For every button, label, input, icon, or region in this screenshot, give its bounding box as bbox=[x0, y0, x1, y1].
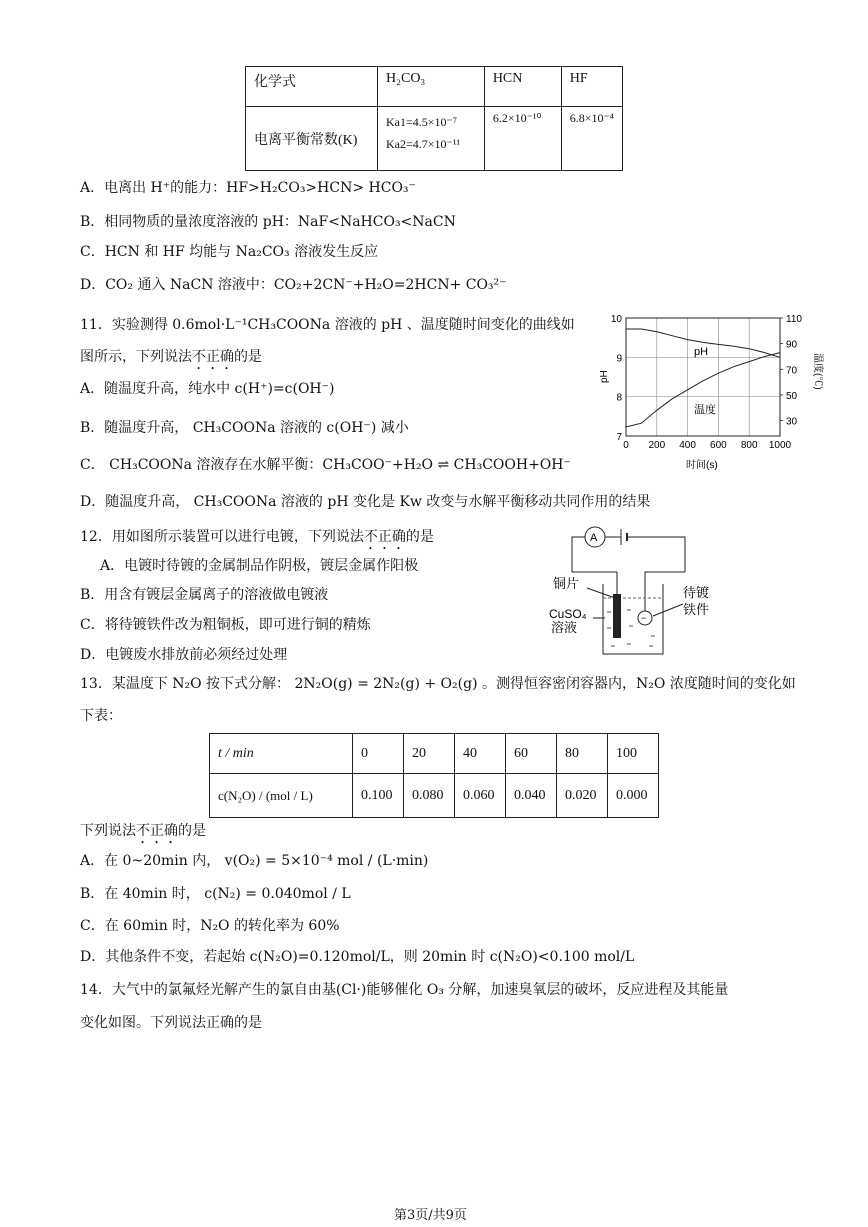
q12-stem-post: 的是 bbox=[405, 529, 434, 545]
x-tick-label: 0 bbox=[623, 440, 629, 451]
time-cell: 0 bbox=[353, 734, 404, 774]
q11-option-b: B．随温度升高， CH₃COONa 溶液的 c(OH⁻) 减小 bbox=[80, 420, 409, 436]
y-left-tick-label: 9 bbox=[616, 353, 622, 365]
q11-option-a: A．随温度升高，纯水中 c(H⁺)=c(OH⁻) bbox=[80, 381, 335, 397]
x-tick-label: 200 bbox=[648, 440, 666, 451]
q12-stem-pre: 12．用如图所示装置可以进行电镀，下列说法 bbox=[80, 529, 364, 545]
y-right-tick-label: 30 bbox=[786, 416, 798, 428]
chart-grid bbox=[626, 318, 780, 436]
q11-emphasis: 不正确 bbox=[192, 349, 234, 365]
q13-option-d: D．其他条件不变，若起始 c(N₂O)=0.120mol/L，则 20min 时 c(N₂O)<0.100 mol/L bbox=[80, 949, 635, 965]
q13-question-pre: 下列说法 bbox=[80, 823, 136, 839]
label-cuso4: CuSO₄ bbox=[549, 607, 587, 621]
electroplating-apparatus bbox=[545, 522, 725, 667]
iron-piece-mark: − bbox=[641, 613, 647, 623]
q10-option-a: A．电离出 H⁺的能力：HF>H₂CO₃>HCN> HCO₃⁻ bbox=[80, 180, 416, 196]
label-iron-piece: 铁件 bbox=[683, 602, 710, 617]
q10-option-c: C．HCN 和 HF 均能与 Na₂CO₃ 溶液发生反应 bbox=[80, 244, 379, 260]
y-left-tick-label: 10 bbox=[610, 314, 622, 325]
wire-top-left bbox=[572, 537, 585, 572]
x-tick-label: 400 bbox=[679, 440, 696, 451]
q11-stem-pre: 图所示，下列说法 bbox=[80, 349, 192, 365]
n2o-concentration-table bbox=[209, 733, 659, 818]
ionization-constant-table bbox=[245, 66, 623, 171]
time-cell: 20 bbox=[404, 734, 455, 774]
q11-stem-post: 的是 bbox=[234, 349, 262, 365]
y-right-tick-label: 90 bbox=[786, 339, 798, 351]
y-right-tick-label: 50 bbox=[786, 390, 798, 402]
q14-stem-line2: 变化如图。下列说法正确的是 bbox=[80, 1015, 262, 1031]
y-axis-right-label: 温度(℃) bbox=[812, 353, 823, 390]
y-left-tick-label: 8 bbox=[616, 392, 622, 404]
chart-ticks bbox=[611, 314, 803, 451]
q13-option-c: C．在 60min 时，N₂O 的转化率为 60% bbox=[80, 918, 340, 934]
q10-option-b: B．相同物质的量浓度溶液的 pH：NaF<NaHCO₃<NaCN bbox=[80, 214, 456, 230]
label-solution: 溶液 bbox=[551, 620, 578, 635]
q12-option-a: A．电镀时待镀的金属制品作阴极，镀层金属作阳极 bbox=[100, 558, 419, 574]
h2co3-ka2: Ka2=4.7×10⁻¹¹ bbox=[385, 137, 461, 151]
q13-stem-line2: 下表： bbox=[80, 708, 122, 724]
q12-option-b: B．用含有镀层金属离子的溶液做电镀液 bbox=[80, 587, 329, 603]
time-cell: 40 bbox=[455, 734, 506, 774]
q12-option-c: C．将待镀铁件改为粗铜板，即可进行铜的精炼 bbox=[80, 617, 371, 633]
conc-cell: 0.080 bbox=[404, 774, 455, 818]
table-header-h2co3: H₂CO₃ bbox=[377, 67, 484, 107]
q11-stem-line2 bbox=[80, 347, 262, 373]
q14-stem-line1: 14．大气中的氯氟烃光解产生的氯自由基(Cl·)能够催化 O₃ 分解，加速臭氧层的破坏，反应进程及其能量 bbox=[80, 982, 729, 998]
conc-cell: 0.020 bbox=[557, 774, 608, 818]
q13-stem-line1: 13．某温度下 N₂O 按下式分解： 2N₂O(g) = 2N₂(g) + O₂(g) 。测得恒容密闭容器内，N₂O 浓度随时间的变化如 bbox=[80, 676, 796, 692]
q11-option-c: C． CH₃COONa 溶液存在水解平衡：CH₃COO⁻+H₂O ⇌ CH₃COOH+OH⁻ bbox=[80, 457, 571, 473]
table-header-formula: 化学式 bbox=[246, 67, 378, 107]
q12-emphasis: 不正确 bbox=[363, 529, 406, 545]
conc-cell: 0.040 bbox=[506, 774, 557, 818]
table-header-hf: HF bbox=[561, 67, 622, 107]
table-header-time: t / min bbox=[210, 734, 353, 774]
table-header-hcn: HCN bbox=[484, 67, 561, 107]
q13-option-a: A．在 0~20min 内， v(O₂) = 5×10⁻⁴ mol / (L·min) bbox=[80, 853, 429, 869]
x-tick-label: 600 bbox=[710, 440, 727, 451]
y-right-tick-label: 110 bbox=[786, 314, 802, 325]
series-label-temperature: 温度 bbox=[694, 404, 716, 416]
page-number: 第3页/共9页 bbox=[394, 1208, 467, 1223]
y-right-tick-label: 70 bbox=[786, 365, 798, 377]
q13-question bbox=[80, 821, 206, 847]
q10-option-d: D．CO₂ 通入 NaCN 溶液中：CO₂+2CN⁻+H₂O=2HCN+ CO₃²⁻ bbox=[80, 277, 507, 293]
hcn-constant: 6.2×10⁻¹⁰ bbox=[484, 107, 561, 171]
time-cell: 60 bbox=[506, 734, 557, 774]
label-to-be-plated: 待镀 bbox=[683, 585, 710, 600]
q12-stem bbox=[80, 527, 434, 553]
series-label-ph: pH bbox=[694, 346, 709, 358]
q13-question-post: 的是 bbox=[178, 823, 206, 839]
conc-cell: 0.100 bbox=[353, 774, 404, 818]
q11-option-d: D．随温度升高， CH₃COONa 溶液的 pH 变化是 Kw 改变与水解平衡移动共同作用的结果 bbox=[80, 494, 651, 510]
x-axis-label: 时间(s) bbox=[686, 460, 718, 471]
x-tick-label: 1000 bbox=[768, 440, 792, 451]
time-cell: 80 bbox=[557, 734, 608, 774]
conc-cell: 0.000 bbox=[608, 774, 659, 818]
copper-leader bbox=[587, 588, 615, 598]
q12-option-d: D．电镀废水排放前必须经过处理 bbox=[80, 647, 288, 663]
q13-emphasis: 不正确 bbox=[136, 823, 178, 839]
q13-option-b: B．在 40min 时， c(N₂) = 0.040mol / L bbox=[80, 886, 351, 902]
x-tick-label: 800 bbox=[740, 440, 758, 451]
h2co3-constants bbox=[377, 107, 484, 171]
ammeter-label: A bbox=[590, 532, 598, 544]
beaker bbox=[603, 584, 663, 654]
q11-stem-line1: 11．实验测得 0.6mol·L⁻¹CH₃COONa 溶液的 pH 、温度随时间变化的曲线如 bbox=[80, 317, 575, 333]
table-row-concentration-label: c(N₂O) / (mol / L) bbox=[210, 774, 353, 818]
iron-leader bbox=[653, 604, 683, 616]
table-row-label: 电离平衡常数(K) bbox=[246, 107, 378, 171]
copper-plate bbox=[613, 594, 621, 638]
ph-temperature-chart bbox=[590, 305, 830, 480]
conc-cell: 0.060 bbox=[455, 774, 506, 818]
chart-frame bbox=[626, 318, 780, 436]
wire-top-right bbox=[627, 537, 685, 572]
hf-constant: 6.8×10⁻⁴ bbox=[561, 107, 622, 171]
y-axis-left-label: pH bbox=[599, 370, 610, 383]
y-left-tick-label: 7 bbox=[616, 432, 622, 443]
h2co3-ka1: Ka1=4.5×10⁻⁷ bbox=[385, 115, 458, 129]
time-cell: 100 bbox=[608, 734, 659, 774]
label-copper: 铜片 bbox=[553, 576, 580, 591]
